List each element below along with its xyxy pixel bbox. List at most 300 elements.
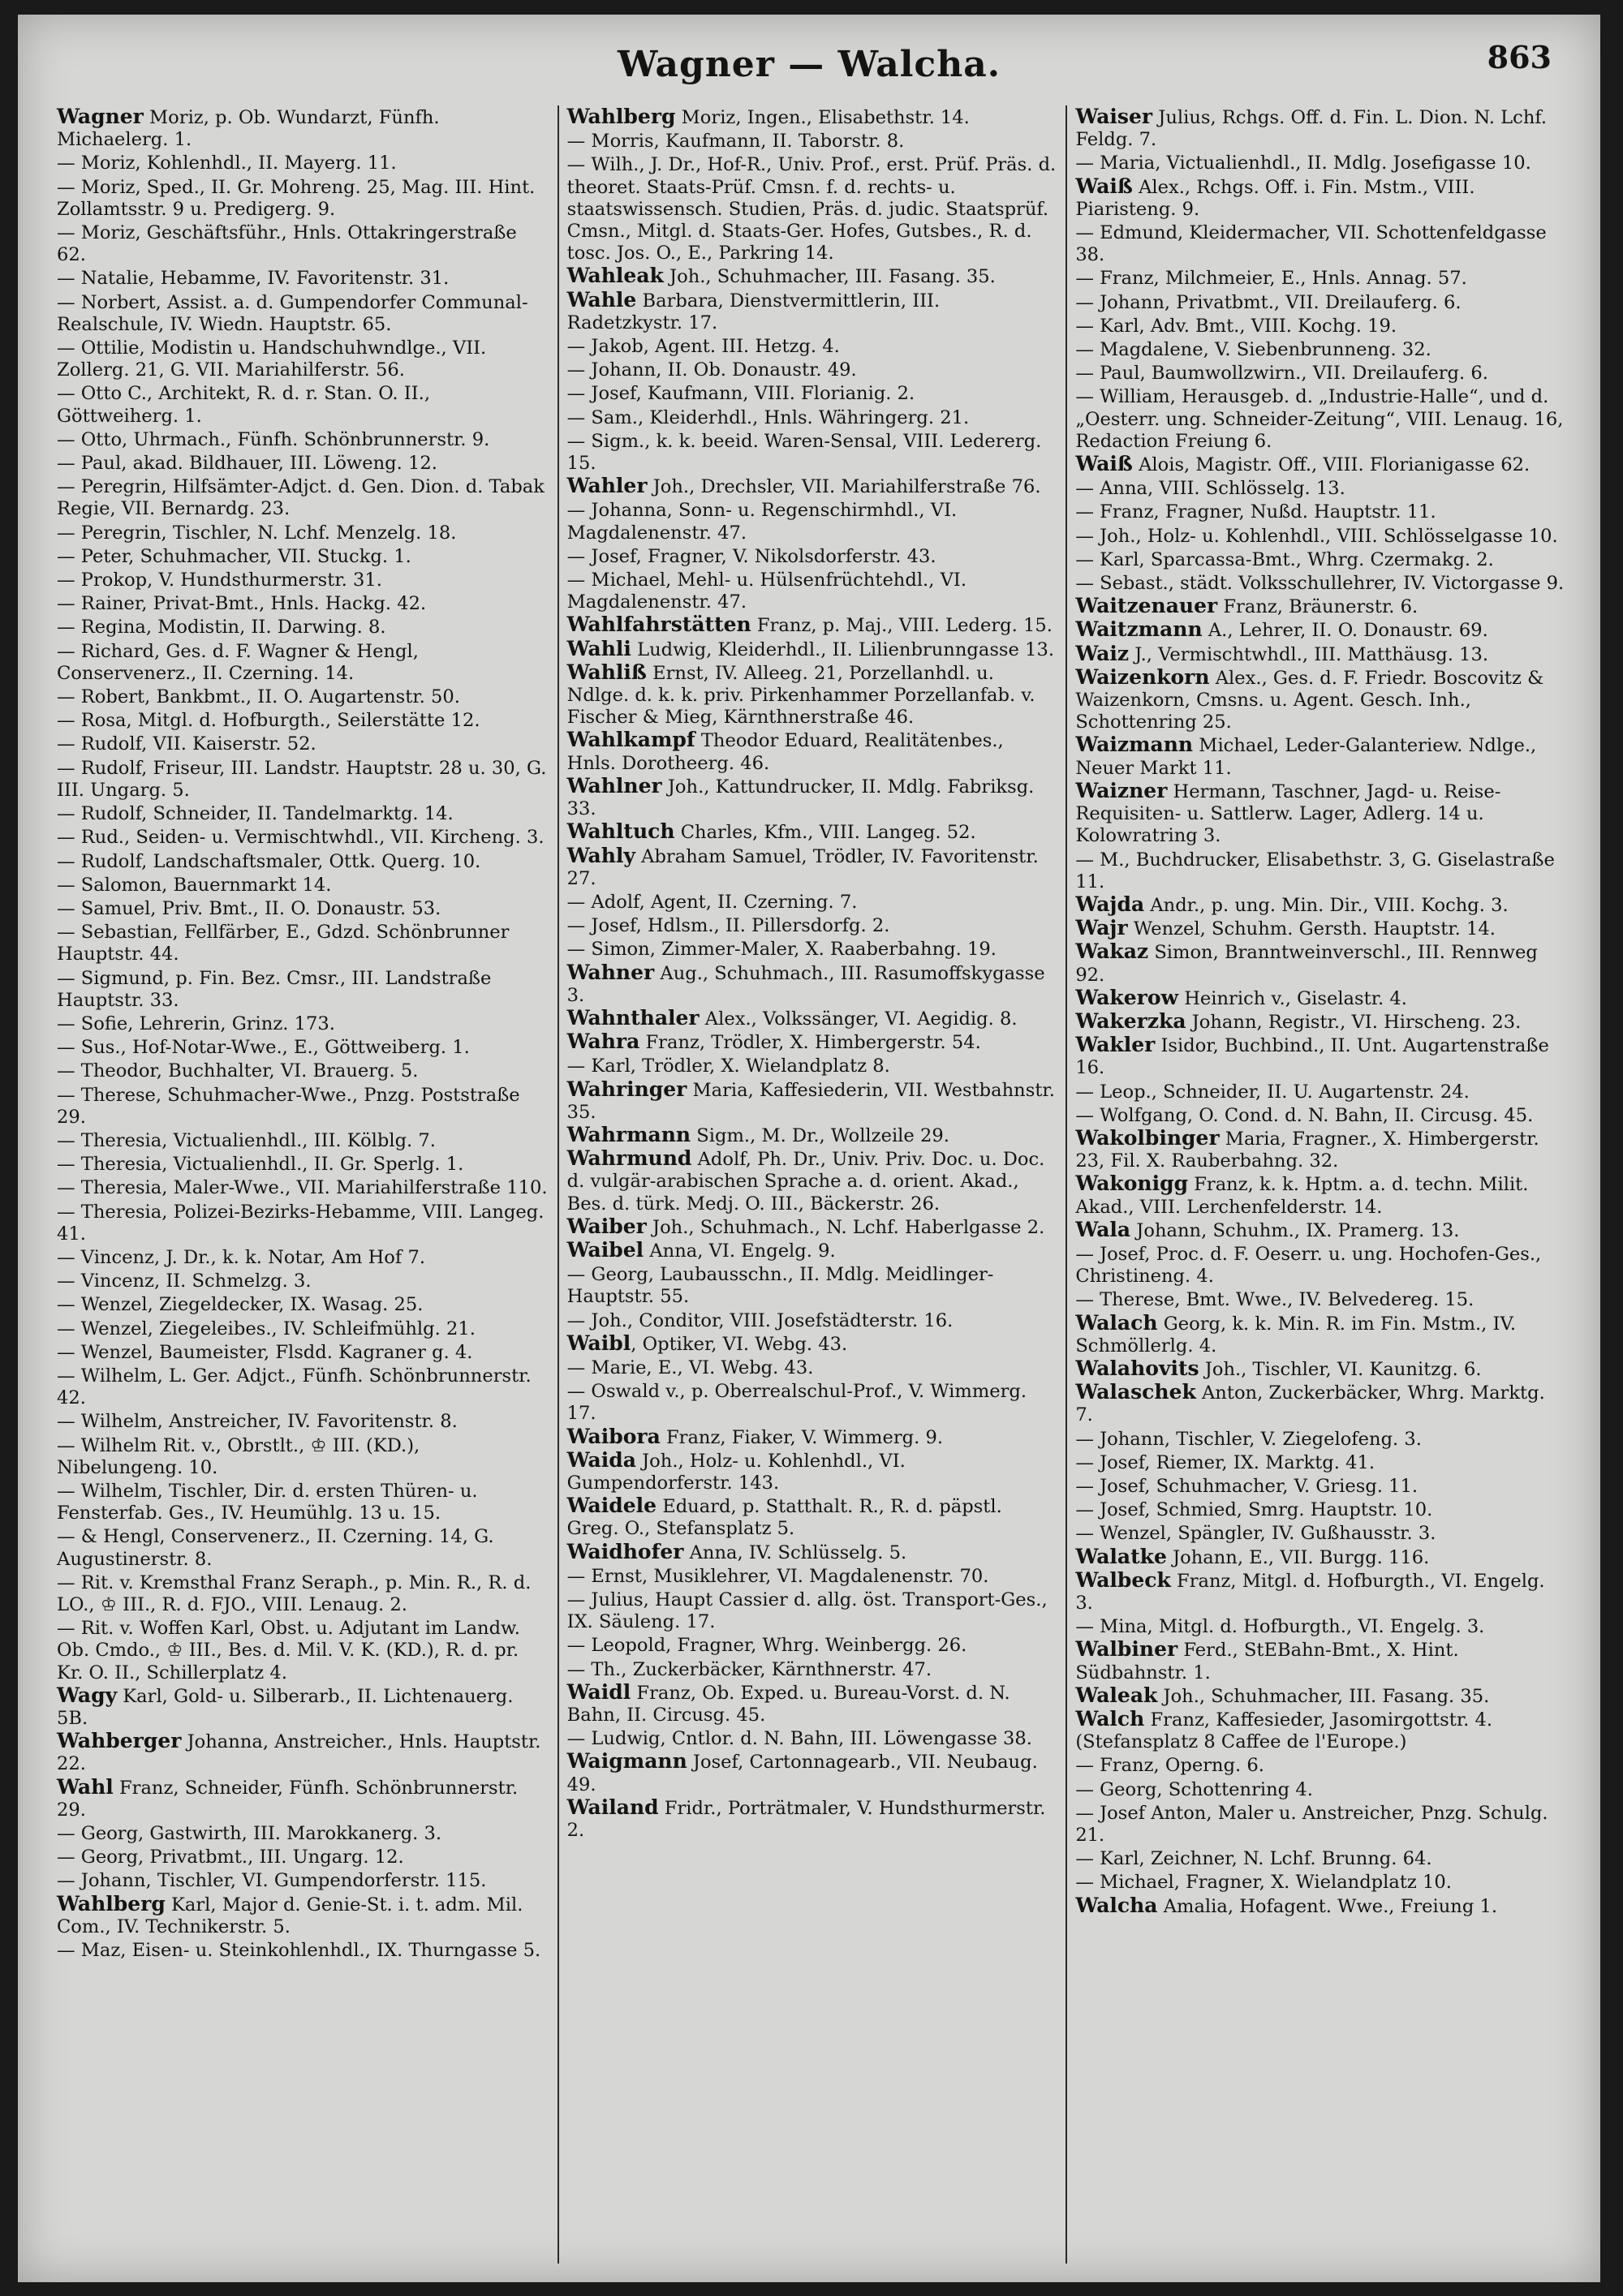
entry-text: — Josef, Schmied, Smrg. Hauptstr. 10. (1075, 1499, 1433, 1521)
entry-text: — Michael, Fragner, X. Wielandplatz 10. (1075, 1872, 1452, 1894)
directory-entry (57, 1571, 549, 1616)
entry-surname: Waigmann (566, 1749, 687, 1774)
entry-surname: Wagy (57, 1683, 118, 1707)
entry-text: Johanna, Anstreicher., Hnls. Hauptstr. 22. (57, 1731, 541, 1775)
entry-text: — Robert, Bankbmt., II. O. Augartenstr. 50. (57, 686, 460, 708)
entry-surname: Wakler (1075, 1033, 1156, 1057)
entry-surname: Waizner (1075, 778, 1168, 802)
directory-entry (57, 1152, 549, 1176)
entry-text: — Vincenz, J. Dr., k. k. Notar, Am Hof 7. (57, 1246, 426, 1268)
entry-text: — Leopold, Fragner, Whrg. Weinbergg. 26. (566, 1635, 967, 1657)
entry-text: — Theresia, Victualienhdl., III. Kölblg. 7. (57, 1129, 436, 1151)
entry-text: — Joh., Conditor, VIII. Josefstädterstr. 16. (566, 1309, 954, 1331)
entry-surname: Waizmann (1075, 733, 1194, 757)
entry-text: — Wenzel, Ziegeleibes., IV. Schleifmühlg. 21. (57, 1318, 476, 1339)
entry-text: — Otto C., Architekt, R. d. r. Stan. O. II., Göttweiherg. 1. (57, 383, 431, 427)
entry-surname: Wahringer (566, 1077, 687, 1101)
entry-text: Isidor, Buchbind., II. Unt. Augartenstraße 16. (1075, 1035, 1549, 1079)
directory-entry (567, 1239, 1058, 1262)
directory-entry (1075, 1172, 1566, 1218)
entry-text: A., Lehrer, II. O. Donaustr. 69. (1202, 620, 1488, 642)
entry-surname: Waiser (1075, 105, 1153, 128)
entry-surname: Wahler (566, 474, 648, 498)
directory-entry (57, 802, 549, 825)
entry-text: — Georg, Schottenring 4. (1075, 1778, 1313, 1800)
directory-entry (57, 266, 549, 290)
entry-text: — Th., Zuckerbäcker, Kärnthnerstr. 47. (566, 1658, 932, 1680)
entry-text: — Rit. v. Woffen Karl, Obst. u. Adjutant im Landw. Ob. Cmdo., ♔ III., Bes. d. Mil. V. K. (KD.), R. d. pr. Kr. O. II., Schillerplatz 4. (57, 1618, 520, 1683)
directory-entry (567, 1449, 1058, 1494)
entry-text: Joh., Kattundrucker, II. Mdlg. Fabriksg. 33. (566, 776, 1035, 820)
directory-entry (57, 1845, 549, 1868)
directory-entry (567, 498, 1058, 544)
entry-surname: Waiß (1075, 452, 1133, 476)
directory-entry (1075, 780, 1566, 848)
directory-entry (1075, 1638, 1566, 1683)
entry-text: — Theodor, Buchhalter, VI. Brauerg. 5. (57, 1060, 419, 1082)
entry-text: — Georg, Laubausschn., II. Mdlg. Meidlinger-Hauptstr. 55. (566, 1264, 994, 1308)
entry-text: Franz, Schneider, Fünfh. Schönbrunnerstr. 29. (57, 1777, 519, 1821)
directory-entry (57, 451, 549, 475)
directory-entry (567, 961, 1058, 1007)
directory-entry (57, 568, 549, 591)
entry-text: — Karl, Trödler, X. Wielandplatz 8. (566, 1056, 890, 1077)
entry-text: — Wilhelm, Anstreicher, IV. Favoritenstr. 8. (57, 1411, 458, 1433)
entry-text: — Karl, Sparcassa-Bmt., Whrg. Czermakg. 2. (1075, 548, 1494, 570)
directory-entry (1075, 940, 1566, 986)
entry-text: — Wenzel, Ziegeldecker, IX. Wasag. 25. (57, 1294, 424, 1316)
directory-entry (57, 708, 549, 732)
entry-text: Josef, Cartonnagearb., VII. Neubaug. 49. (566, 1752, 1038, 1795)
entry-text: — Josef, Proc. d. F. Oeserr. u. ung. Hochofen-Ges., Christineng. 4. (1075, 1243, 1542, 1288)
directory-entry (1075, 1894, 1566, 1918)
directory-entry (567, 153, 1058, 264)
entry-text: — Franz, Operng. 6. (1075, 1755, 1264, 1777)
entry-text: Sigm., M. Dr., Wollzeile 29. (691, 1124, 949, 1146)
column-1 (49, 105, 558, 2264)
entry-text: — Sus., Hof-Notar-Wwe., E., Göttweiberg. 1. (57, 1037, 470, 1059)
entry-surname: Wahle (566, 287, 637, 312)
entry-text: — Josef, Kaufmann, VIII. Florianig. 2. (566, 383, 915, 405)
entry-text: — Paul, Baumwollzwirn., VII. Dreilauferg. 6. (1075, 363, 1488, 385)
directory-entry (567, 1147, 1058, 1215)
entry-surname: Walch (1075, 1707, 1145, 1731)
entry-text: — Josef, Schuhmacher, V. Griesg. 11. (1075, 1475, 1419, 1497)
directory-entry (567, 1750, 1058, 1795)
entry-text: — Rudolf, VII. Kaiserstr. 52. (57, 733, 316, 755)
directory-entry (567, 1796, 1058, 1842)
directory-entry (1075, 848, 1566, 893)
directory-entry (567, 1262, 1058, 1308)
entry-surname: Wailand (566, 1795, 659, 1819)
entry-text: — Josef Anton, Maler u. Anstreicher, Pnzg. Schulg. 21. (1075, 1802, 1548, 1847)
entry-text: — Moriz, Kohlenhdl., II. Mayerg. 11. (57, 153, 397, 174)
entry-surname: Wagner (57, 105, 144, 128)
directory-entry (567, 289, 1058, 334)
entry-text: Karl, Major d. Genie-St. i. t. adm. Mil. Com., IV. Technikerstr. 5. (57, 1894, 523, 1937)
directory-entry (57, 849, 549, 873)
entry-text: — Maz, Eisen- u. Steinkohlenhdl., IX. Thurngasse 5. (57, 1940, 541, 1962)
directory-entry (567, 1309, 1058, 1332)
entry-surname: Wajr (1075, 916, 1128, 940)
entry-surname: Wajda (1075, 892, 1145, 916)
entry-text: — Magdalene, V. Siebenbrunneng. 32. (1075, 339, 1431, 361)
directory-entry (57, 1176, 549, 1199)
entry-text: — Ludwig, Cntlor. d. N. Bahn, III. Löwengasse 38. (566, 1728, 1032, 1750)
entry-text: — Rosa, Mitgl. d. Hofburgth., Seilerstätte 12. (57, 710, 480, 732)
directory-entry (567, 544, 1058, 568)
directory-entry (1075, 1708, 1566, 1753)
entry-surname: Waizenkorn (1075, 664, 1210, 689)
directory-entry (1075, 733, 1566, 779)
entry-text: — Georg, Gastwirth, III. Marokkanerg. 3. (57, 1823, 442, 1845)
directory-entry (57, 966, 549, 1012)
directory-page (18, 15, 1600, 2282)
entry-text: — Theresia, Maler-Wwe., VII. Mariahilferstraße 110. (57, 1177, 548, 1199)
entry-text: Franz, Trödler, X. Himbergerstr. 54. (639, 1032, 981, 1054)
entry-text: — Josef, Hdlsm., II. Pillersdorfg. 2. (566, 915, 890, 937)
directory-entry (1075, 361, 1566, 385)
entry-text: Abraham Samuel, Trödler, IV. Favoritenstr. 27. (566, 845, 1039, 889)
directory-entry (57, 920, 549, 965)
directory-entry (57, 521, 549, 544)
directory-entry (1075, 1474, 1566, 1498)
directory-entry (1075, 1615, 1566, 1638)
entry-text: Alex., Ges. d. F. Friedr. Boscovitz & Waizenkorn, Cmsns. u. Agent. Gesch. Inh., Schottenring 25. (1075, 667, 1544, 733)
directory-entry (567, 1215, 1058, 1239)
entry-text: Johann, Schuhm., IX. Pramerg. 13. (1130, 1219, 1460, 1241)
entry-text: — Sam., Kleiderhdl., Hnls. Währingerg. 21. (566, 406, 970, 428)
entry-surname: Walatke (1075, 1544, 1167, 1568)
entry-surname: Waibora (566, 1424, 661, 1448)
directory-entry (57, 1938, 549, 1962)
entry-text: — Wolfgang, O. Cond. d. N. Bahn, II. Circusg. 45. (1075, 1104, 1534, 1126)
entry-text: — Johanna, Sonn- u. Regenschirmhdl., VI. Magdalenenstr. 47. (566, 500, 958, 544)
entry-text: Karl, Gold- u. Silberarb., II. Lichtenauerg. 5B. (57, 1685, 514, 1730)
directory-entry (1075, 571, 1566, 595)
entry-text: Joh., Schuhmacher, III. Fasang. 35. (663, 266, 996, 288)
directory-entry (1075, 338, 1566, 361)
entry-text: — Peter, Schuhmacher, VII. Stuckg. 1. (57, 545, 411, 567)
entry-surname: Wahra (566, 1030, 640, 1054)
directory-entry (567, 1030, 1058, 1054)
directory-entry (567, 1658, 1058, 1681)
entry-surname: Wahberger (57, 1729, 182, 1753)
entry-surname: Waitzmann (1075, 617, 1203, 642)
directory-entry (1075, 1357, 1566, 1381)
entry-surname: Waibel (566, 1237, 644, 1262)
directory-entry (567, 1054, 1058, 1077)
directory-entry (57, 1479, 549, 1524)
entry-text: — Joh., Holz- u. Kohlenhdl., VIII. Schlösselgasse 10. (1075, 525, 1558, 547)
directory-entry (57, 290, 549, 336)
directory-entry (1075, 1498, 1566, 1521)
directory-entry (1075, 221, 1566, 266)
entry-text: Anna, VI. Engelg. 9. (644, 1240, 836, 1262)
entry-text: — Sofie, Lehrerin, Grinz. 173. (57, 1013, 335, 1034)
directory-entry (567, 475, 1058, 498)
directory-entry (1075, 1010, 1566, 1034)
entry-text: — Maria, Victualienhdl., II. Mdlg. Josefigasse 10. (1075, 153, 1531, 174)
entry-text: — Norbert, Assist. a. d. Gumpendorfer Communal-Realschule, IV. Wiedn. Hauptstr. 65. (57, 291, 528, 335)
entry-text: — Mina, Mitgl. d. Hofburgth., VI. Engelg. 3. (1075, 1616, 1485, 1638)
entry-text: Alex., Rchgs. Off. i. Fin. Mstm., VIII. Piaristeng. 9. (1075, 176, 1475, 220)
entry-text: — Karl, Zeichner, N. Lchf. Brunng. 64. (1075, 1848, 1432, 1870)
entry-surname: Waidl (566, 1679, 631, 1704)
directory-entry (567, 429, 1058, 475)
entry-text: — Edmund, Kleidermacher, VII. Schottenfeldgasse 38. (1075, 222, 1547, 266)
directory-entry (1075, 105, 1566, 151)
directory-entry (57, 1317, 549, 1340)
entry-text: Johann, Registr., VI. Hirscheng. 23. (1186, 1011, 1522, 1033)
entry-surname: Wahrmann (566, 1122, 691, 1146)
entry-text: — Natalie, Hebamme, IV. Favoritenstr. 31. (57, 268, 450, 290)
directory-entry (1075, 1219, 1566, 1242)
entry-text: — Rudolf, Schneider, II. Tandelmarktg. 14. (57, 803, 454, 825)
directory-entry (567, 914, 1058, 937)
entry-text: Joh., Tischler, VI. Kaunitzg. 6. (1199, 1358, 1482, 1380)
entry-text: — Prokop, V. Hundsthurmerstr. 31. (57, 570, 382, 591)
directory-entry (57, 1821, 549, 1845)
entry-surname: Wahnthaler (566, 1005, 700, 1030)
entry-text: Amalia, Hofagent. Wwe., Freiung 1. (1157, 1895, 1498, 1917)
entry-text: — Moriz, Geschäftsführ., Hnls. Ottakringerstraße 62. (57, 222, 517, 266)
directory-entry (57, 615, 549, 638)
directory-entry (1075, 1127, 1566, 1172)
entry-text: Andr., p. ung. Min. Dir., VIII. Kochg. 3. (1144, 894, 1509, 916)
directory-entry (57, 1035, 549, 1059)
entry-text: — Wenzel, Baumeister, Flsdd. Kagraner g. 4. (57, 1341, 473, 1363)
entry-text: Simon, Branntweinverschl., III. Rennweg 92. (1075, 942, 1538, 986)
entry-text: — Theresia, Victualienhdl., II. Gr. Sperlg. 1. (57, 1154, 464, 1176)
directory-entry (567, 820, 1058, 844)
directory-entry (1075, 524, 1566, 548)
entry-surname: Wakerow (1075, 985, 1179, 1009)
entry-text: Joh., Schuhmach., N. Lchf. Haberlgasse 2. (646, 1216, 1045, 1238)
directory-entry (1075, 1242, 1566, 1288)
entry-text: — Regina, Modistin, II. Darwing. 8. (57, 617, 386, 638)
directory-entry (567, 1078, 1058, 1124)
directory-entry (567, 890, 1058, 914)
entry-surname: Walahovits (1075, 1356, 1199, 1380)
entry-text: Ernst, IV. Alleeg. 21, Porzellanhdl. u. Ndlge. d. k. k. priv. Pirkenhammer Porzellanfab. v. Fischer & Mieg, Kärnthnerstraße 46. (566, 662, 1035, 729)
entry-text: — William, Herausgeb. d. „Industrie-Halle“, und d. „Oesterr. ung. Schneider-Zeitung“, VIII. Lenaug. 16, Redaction Freiung 6. (1075, 386, 1564, 452)
entry-surname: Walcha (1075, 1893, 1158, 1917)
entry-text: — Josef, Fragner, V. Nikolsdorferstr. 43. (566, 545, 936, 567)
entry-text: Fridr., Porträtmaler, V. Hundsthurmerstr. 2. (566, 1797, 1046, 1842)
directory-entry (1075, 917, 1566, 940)
directory-entry (567, 845, 1058, 890)
entry-surname: Wahrmund (566, 1146, 692, 1171)
page-number: 863 (1487, 39, 1552, 75)
directory-entry (57, 1730, 549, 1775)
directory-entry (57, 896, 549, 920)
directory-entry (567, 613, 1058, 637)
entry-text: — Peregrin, Tischler, N. Lchf. Menzelg. 18. (57, 522, 457, 544)
entry-surname: Waidhofer (566, 1539, 684, 1563)
directory-entry (567, 129, 1058, 153)
entry-text: Barbara, Dienstvermittlerin, III. Radetzkystr. 17. (566, 290, 941, 333)
entry-surname: Wakonigg (1075, 1172, 1189, 1196)
directory-entry (57, 873, 549, 896)
entry-surname: Waiß (1075, 174, 1133, 198)
entry-text: — Richard, Ges. d. F. Wagner & Hengl, Conservenerz., II. Czerning. 14. (57, 640, 419, 684)
entry-text: — Rit. v. Kremsthal Franz Seraph., p. Min. R., R. d. LO., ♔ III., R. d. FJO., VIII. Lenaug. 2. (57, 1572, 532, 1615)
directory-entry (57, 1409, 549, 1433)
entry-text: , Optiker, VI. Webg. 43. (631, 1333, 848, 1355)
entry-surname: Waidele (566, 1494, 657, 1518)
directory-entry (1075, 893, 1566, 917)
entry-text: Johann, E., VII. Burgg. 116. (1166, 1546, 1430, 1568)
entry-surname: Waibl (566, 1331, 631, 1355)
directory-entry (57, 1893, 549, 1938)
directory-entry (567, 1494, 1058, 1540)
entry-surname: Wahlberg (566, 105, 676, 128)
directory-entry (1075, 1103, 1566, 1127)
directory-entry (57, 1269, 549, 1292)
entry-text: — Oswald v., p. Oberrealschul-Prof., V. Wimmerg. 17. (566, 1381, 1027, 1425)
entry-surname: Waiber (566, 1214, 647, 1238)
entry-text: — Johann, Privatbmt., VII. Dreilauferg. 6. (1075, 291, 1462, 313)
entry-text: Franz, Fiaker, V. Wimmerg. 9. (660, 1426, 944, 1448)
directory-entry (57, 1129, 549, 1152)
entry-text: — Sigm., k. k. beeid. Waren-Sensal, VIII. Ledererg. 15. (566, 430, 1042, 475)
entry-text: Franz, Bräunerstr. 6. (1217, 596, 1419, 618)
directory-entry (567, 381, 1058, 405)
entry-surname: Wahner (566, 960, 655, 984)
directory-entry (1075, 385, 1566, 453)
entry-text: Franz, Ob. Exped. u. Bureau-Vorst. d. N. Bahn, II. Circusg. 45. (566, 1682, 1010, 1726)
entry-surname: Wahli (566, 636, 631, 660)
entry-surname: Wakaz (1075, 939, 1149, 964)
directory-entry (57, 1434, 549, 1479)
directory-entry (57, 1868, 549, 1892)
directory-entry (1075, 453, 1566, 476)
entry-text: — Morris, Kaufmann, II. Taborstr. 8. (566, 131, 905, 153)
entry-surname: Waiz (1075, 641, 1130, 665)
directory-entry (567, 334, 1058, 358)
entry-surname: Walaschek (1075, 1380, 1196, 1404)
entry-text: — Salomon, Bauernmarkt 14. (57, 874, 332, 896)
entry-text: Hermann, Taschner, Jagd- u. Reise-Requisiten- u. Sattlerw. Lager, Adlerg. 14 u. Kolowratring 3. (1075, 780, 1501, 847)
directory-entry (567, 1541, 1058, 1564)
entry-surname: Wahlner (566, 773, 662, 798)
directory-entry (567, 568, 1058, 613)
directory-entry (567, 729, 1058, 774)
entry-text: Wenzel, Schuhm. Gersth. Hauptstr. 14. (1127, 918, 1496, 940)
directory-entry (567, 775, 1058, 820)
directory-entry (567, 1633, 1058, 1657)
entry-text: — Franz, Fragner, Nußd. Hauptstr. 11. (1075, 501, 1436, 523)
entry-text: Franz, Kaffesieder, Jasomirgottstr. 4. (Stefansplatz 8 Caffee de l'Europe.) (1075, 1709, 1493, 1753)
directory-entry (57, 732, 549, 755)
entry-surname: Walach (1075, 1310, 1158, 1335)
directory-entry (1075, 1427, 1566, 1451)
entry-text: — Michael, Mehl- u. Hülsenfrüchtehdl., VI. Magdalenenstr. 47. (566, 570, 967, 613)
entry-text: — Therese, Schuhmacher-Wwe., Pnzg. Poststraße 29. (57, 1084, 520, 1128)
entry-text: — Paul, akad. Bildhauer, III. Löweng. 12. (57, 453, 437, 475)
directory-entry (57, 1083, 549, 1129)
entry-text: — Julius, Haupt Cassier d. allg. öst. Transport-Ges., IX. Säuleng. 17. (566, 1589, 1048, 1633)
entry-text: J., Vermischtwhdl., III. Matthäusg. 13. (1129, 643, 1489, 665)
entry-surname: Wahlberg (57, 1891, 166, 1915)
directory-entry (567, 105, 1058, 129)
directory-entry (57, 151, 549, 174)
directory-entry (1075, 175, 1566, 221)
running-head: Wagner — Walcha. (617, 44, 1001, 85)
entry-text: — Franz, Milchmeier, E., Hnls. Annag. 57. (1075, 268, 1467, 290)
page-header (18, 29, 1600, 86)
directory-entry (567, 264, 1058, 288)
entry-text: Georg, k. k. Min. R. im Fin. Mstm., IV. Schmöllerlg. 4. (1075, 1313, 1517, 1357)
directory-entry (57, 1292, 549, 1316)
entry-surname: Waitzenauer (1075, 594, 1218, 618)
entry-text: — Johann, Tischler, V. Ziegelofeng. 3. (1075, 1428, 1422, 1450)
directory-entry (1075, 643, 1566, 666)
entry-text: — & Hengl, Conservenerz., II. Czerning. 14, G. Augustinerstr. 8. (57, 1526, 494, 1570)
entry-text: — Ottilie, Modistin u. Handschuhwndlge., VII. Zollerg. 21, G. VII. Mariahilferstr. 56. (57, 338, 487, 381)
directory-entry (1075, 314, 1566, 338)
entry-text: — Jakob, Agent. III. Hetzg. 4. (566, 336, 840, 358)
entry-text: — Therese, Bmt. Wwe., IV. Belvedereg. 15. (1075, 1289, 1474, 1311)
entry-text: — Wilh., J. Dr., Hof-R., Univ. Prof., erst. Prüf. Präs. d. theoret. Staats-Prüf. Cmsn. f. d. rechts- u. staatswissensch. Studien, Präs. d. judic. Staatsprüf. Cmsn., Mitgl. d. Staats-Ger. Hofes, Gutsbes., R. d. tosc. Jos. O., E., Parkring 14. (566, 154, 1057, 264)
directory-entry (567, 1332, 1058, 1356)
directory-entry (57, 1364, 549, 1409)
directory-entry (567, 1726, 1058, 1750)
directory-entry (57, 639, 549, 685)
directory-entry (57, 685, 549, 708)
directory-entry (57, 1524, 549, 1570)
entry-text: — M., Buchdrucker, Elisabethstr. 3, G. Giselastraße 11. (1075, 849, 1555, 892)
directory-entry (1075, 1288, 1566, 1311)
directory-entry (57, 1616, 549, 1684)
directory-entry (1075, 618, 1566, 642)
directory-entry (567, 358, 1058, 381)
directory-entry (57, 1012, 549, 1035)
directory-entry (567, 1007, 1058, 1030)
entry-text: — Rud., Seiden- u. Vermischtwhdl., VII. Kircheng. 3. (57, 827, 545, 849)
entry-surname: Walbeck (1075, 1567, 1171, 1592)
entry-surname: Wahlkampf (566, 728, 695, 752)
directory-entry (1075, 1546, 1566, 1569)
entry-text: Alois, Magistr. Off., VIII. Florianigasse 62. (1132, 454, 1530, 476)
directory-entry (567, 661, 1058, 729)
entry-text: — Marie, E., VI. Webg. 43. (566, 1357, 814, 1378)
entry-text: — Adolf, Agent, II. Czerning. 7. (566, 891, 858, 913)
entry-text: Moriz, p. Ob. Wundarzt, Fünfh. Michaelerg. 1. (57, 107, 440, 151)
column-2 (558, 105, 1066, 2264)
entry-text: — Sigmund, p. Fin. Bez. Cmsr., III. Landstraße Hauptstr. 33. (57, 967, 492, 1011)
directory-entry (1075, 1521, 1566, 1545)
entry-text: — Wilhelm, L. Ger. Adjct., Fünfh. Schönbrunnerstr. 42. (57, 1365, 532, 1409)
entry-text: Anna, IV. Schlüsselg. 5. (683, 1541, 907, 1563)
entry-text: — Sebastian, Fellfärber, E., Gdzd. Schönbrunner Hauptstr. 44. (57, 922, 510, 965)
entry-text: — Anna, VIII. Schlösselg. 13. (1075, 478, 1345, 500)
entry-text: Theodor Eduard, Realitätenbes., Hnls. Dorotheerg. 46. (566, 730, 1004, 774)
directory-entry (567, 1356, 1058, 1379)
entry-text: — Rudolf, Friseur, III. Landstr. Hauptstr. 28 u. 30, G. III. Ungarg. 5. (57, 757, 547, 801)
entry-surname: Walbiner (1075, 1637, 1178, 1662)
entry-text: — Georg, Privatbmt., III. Ungarg. 12. (57, 1847, 404, 1868)
directory-entry (1075, 987, 1566, 1010)
entry-text: Moriz, Ingen., Elisabethstr. 14. (675, 107, 970, 128)
directory-entry (57, 381, 549, 427)
entry-text: — Johann, Tischler, VI. Gumpendorferstr. 115. (57, 1870, 487, 1892)
directory-columns (49, 105, 1574, 2264)
entry-text: Aug., Schuhmach., III. Rasumoffskygasse 3. (566, 962, 1045, 1006)
entry-text: Maria, Fragner., X. Himbergerstr. 23, Fil. X. Rauberbahng. 32. (1075, 1128, 1539, 1172)
entry-text: Ludwig, Kleiderhdl., II. Lilienbrunngasse 13. (631, 638, 1054, 660)
